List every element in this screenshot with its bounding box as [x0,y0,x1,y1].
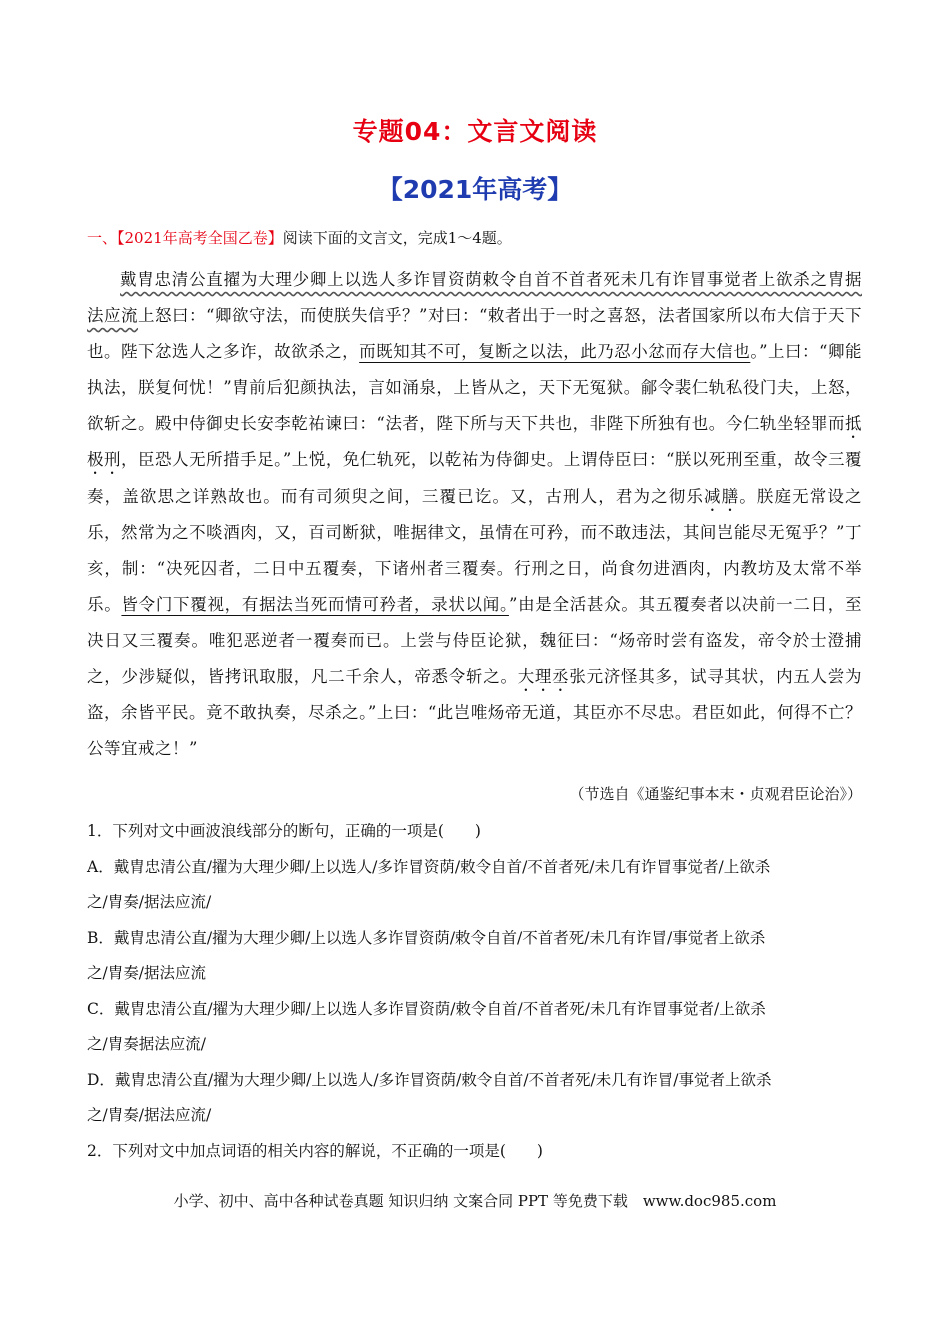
passage-text: 。”上曰：“卿能执法，朕复何忧！”胄前后犯颜执法，言如涌泉，上皆从之，天下无冤狱。鄃令裴仁轨私役门夫，上怒，欲斩之。殿中侍御史长安李乾祐谏曰：“法者，陛下所与天下共也，非陛下所独有也。今仁轨坐轻罪而 [87,342,863,434]
question-2: 2．下列对文中加点词语的相关内容的解说，不正确的一项是( ) [87,1141,543,1160]
option-a-line-2: 之/胄奏/据法应流/ [87,893,212,911]
option-b-line-1: B．戴胄忠清公直/擢为大理少卿/上以选人多诈冒资荫/敕令自首/不首者死/未几有诈冒/事觉者上欲杀 [87,928,766,947]
passage-text: 张元济怪其多，试寻其状，内五人尝为盗，余皆平民。竟不敢执奏，尽杀之。”上曰：“此岂唯炀帝无道，其臣亦不尽忠。君臣如此，何得不亡？公等宜戒之！” [87,667,863,759]
option-c-line-2: 之/胄奏据法应流/ [87,1035,206,1053]
wavy-underlined-text: 戴胄忠清公直擢为大理少卿上以选人多诈冒资荫敕令自首不首者死未几有诈冒事觉者上欲杀之胄据法应流 [87,270,862,326]
underlined-sentence-1: 而既知其不可，复断之以法，此乃忍小忿而存大信也 [359,342,751,362]
option-d-line-1: D．戴胄忠清公直/擢为大理少卿/上以选人/多诈冒资荫/敕令自首/不首者死/未几有诈冒/事觉者上欲杀 [87,1070,772,1089]
passage-paragraph [87,262,862,767]
option-c-line-1: C．戴胄忠清公直/擢为大理少卿/上以选人多诈冒资荫/敕令自首/不首者死/未几有诈冒事觉者/上欲杀 [87,999,766,1018]
dotted-term-1: 抵极刑 [87,414,862,470]
question-number: 一、 [87,229,118,247]
passage-text: 上怒曰：“卿欲守法，而使朕失信乎？”对曰：“敕者出于一时之喜怒，法者国家所以布大信于天下也。陛下忿选人之多诈，故欲杀之， [87,306,862,362]
question-header [87,227,512,248]
page-subtitle: 【2021年高考】 [377,175,573,204]
option-d-line-2: 之/胄奏/据法应流/ [87,1106,212,1124]
question-1: 1．下列对文中画波浪线部分的断句，正确的一项是( ) [87,822,481,840]
passage-text: 。朕庭无常设之乐，然常为之不啖酒肉，又，百司断狱，唯据律文，虽情在可矜，而不敢违法，其间岂能尽无冤乎？”丁亥，制：“决死囚者，二日中五覆奏，下诸州者三覆奏。行刑之日，尚食勿进酒肉，内教坊及太常不举乐。 [87,486,863,614]
exam-source-tag: 【2021年高考全国乙卷】 [117,229,283,247]
page-title: 专题04：文言文阅读 [352,117,598,146]
underlined-sentence-2: 皆令门下覆视，有据法当死而情可矜者，录状以闻。 [121,594,509,614]
dotted-term-3: 大理丞 [517,667,570,687]
option-a-line-1: A．戴胄忠清公直/擢为大理少卿/上以选人/多诈冒资荫/敕令自首/不首者死/未几有诈冒事觉者/上欲杀 [87,857,771,876]
page-footer: 小学、初中、高中各种试卷真题 知识归纳 文案合同 PPT 等免费下载 www.doc985.com [173,1192,777,1210]
passage-text: ，臣恐人无所措手足。”上悦，免仁轨死，以乾祐为侍御史。上谓侍臣曰：“朕以死刑至重，故令三覆奏，盖欲思之详熟故也。而有司须臾之间，三覆已讫。又，古刑人，君为之彻乐 [87,450,863,506]
passage-text: ”由是全活甚众。其五覆奏者以决前一二日，至决日又三覆奏。唯犯恶逆者一覆奏而已。上尝与侍臣论狱，魏征曰：“炀帝时尝有盗发，帝令於士澄捕之，少涉疑似，皆拷讯取服，凡二千余人，帝悉令斩之。 [87,594,863,687]
dotted-term-2: 减膳 [703,486,740,506]
questions-block [87,814,867,1169]
classical-passage [87,262,862,767]
passage-source: （节选自《通鉴纪事本末・贞观君臣论治》） [569,785,862,803]
option-b-line-2: 之/胄奏/据法应流 [87,964,206,982]
question-instruction: 阅读下面的文言文，完成1～4题。 [282,229,512,247]
